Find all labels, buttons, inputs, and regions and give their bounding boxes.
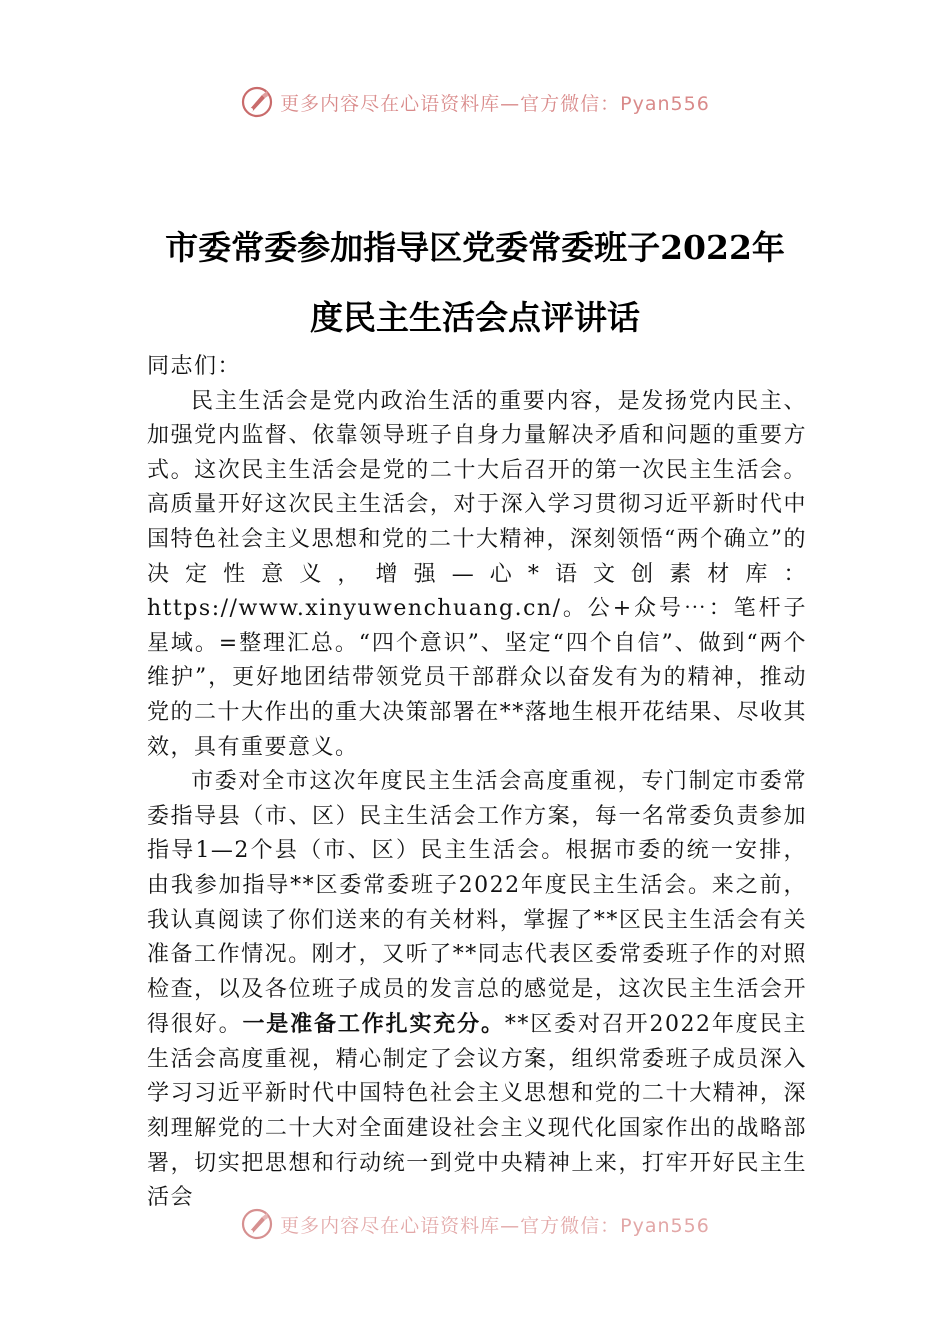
header-watermark xyxy=(0,82,950,122)
document-title-line1: 市委常委参加指导区党委常委班子2022年 xyxy=(165,228,785,267)
document-body xyxy=(147,350,807,1218)
watermark-text: 更多内容尽在心语资料库—官方微信：Pyan556 xyxy=(280,92,710,115)
paragraph-1: 民主生活会是党内政治生活的重要内容，是发扬党内民主、加强党内监督、依靠领导班子自身力量解决矛盾和问题的重要方式。这次民主生活会是党的二十大后召开的第一次民主生活会。高质量开好这次民主生活会，对于深入学习贯彻习近平新时代中国特色社会主义思想和党的二十大精神，深刻领悟“两个确立”的决定性意义，增强—心*语文创素材库：https://www.xinyuwenchuang.cn/。公+众号⋯：笔杆子星域。=整理汇总。“四个意识”、坚定“四个自信”、做到“两个维护”，更好地团结带领党员干部群众以奋发有为的精神，推动党的二十大作出的重大决策部署在**落地生根开花结果、尽收其效，具有重要意义。 xyxy=(147,388,807,760)
paragraph-2 xyxy=(147,765,807,1216)
paragraph-2-text-a: 市委对全市这次年度民主生活会高度重视，专门制定市委常委指导县（市、区）民主生活会工作方案，每一名常委负责参加指导1—2个县（市、区）民主生活会。根据市委的统一安排，由我参加指导**区委常委班子2022年度民主生活会。来之前，我认真阅读了你们送来的有关材料，掌握了**区民主生活会有关准备工作情况。刚才，又听了**同志代表区委常委班子作的对照检查，以及各位班子成员的发言总的感觉是，这次民主生活会开得很好。 xyxy=(147,769,807,1038)
pen-nib-logo-icon xyxy=(240,1207,274,1241)
salutation: 同志们： xyxy=(147,354,242,379)
footer-watermark xyxy=(0,1204,950,1244)
paragraph-2-bold-point: 一是准备工作扎实充分。 xyxy=(242,1011,505,1038)
document-title-line2: 度民主生活会点评讲话 xyxy=(310,298,640,337)
paragraph-2-text-b: **区委对召开2022年度民主生活会高度重视，精心制定了会议方案，组织常委班子成员深入学习习近平新时代中国特色社会主义思想和党的二十大精神，深刻理解党的二十大对全面建设社会主义现代化国家作出的战略部署，切实把思想和行动统一到党中央精神上来，打牢开好民主生活会 xyxy=(147,1012,807,1211)
watermark-text: 更多内容尽在心语资料库—官方微信：Pyan556 xyxy=(280,1214,710,1237)
pen-nib-logo-icon xyxy=(240,85,274,119)
